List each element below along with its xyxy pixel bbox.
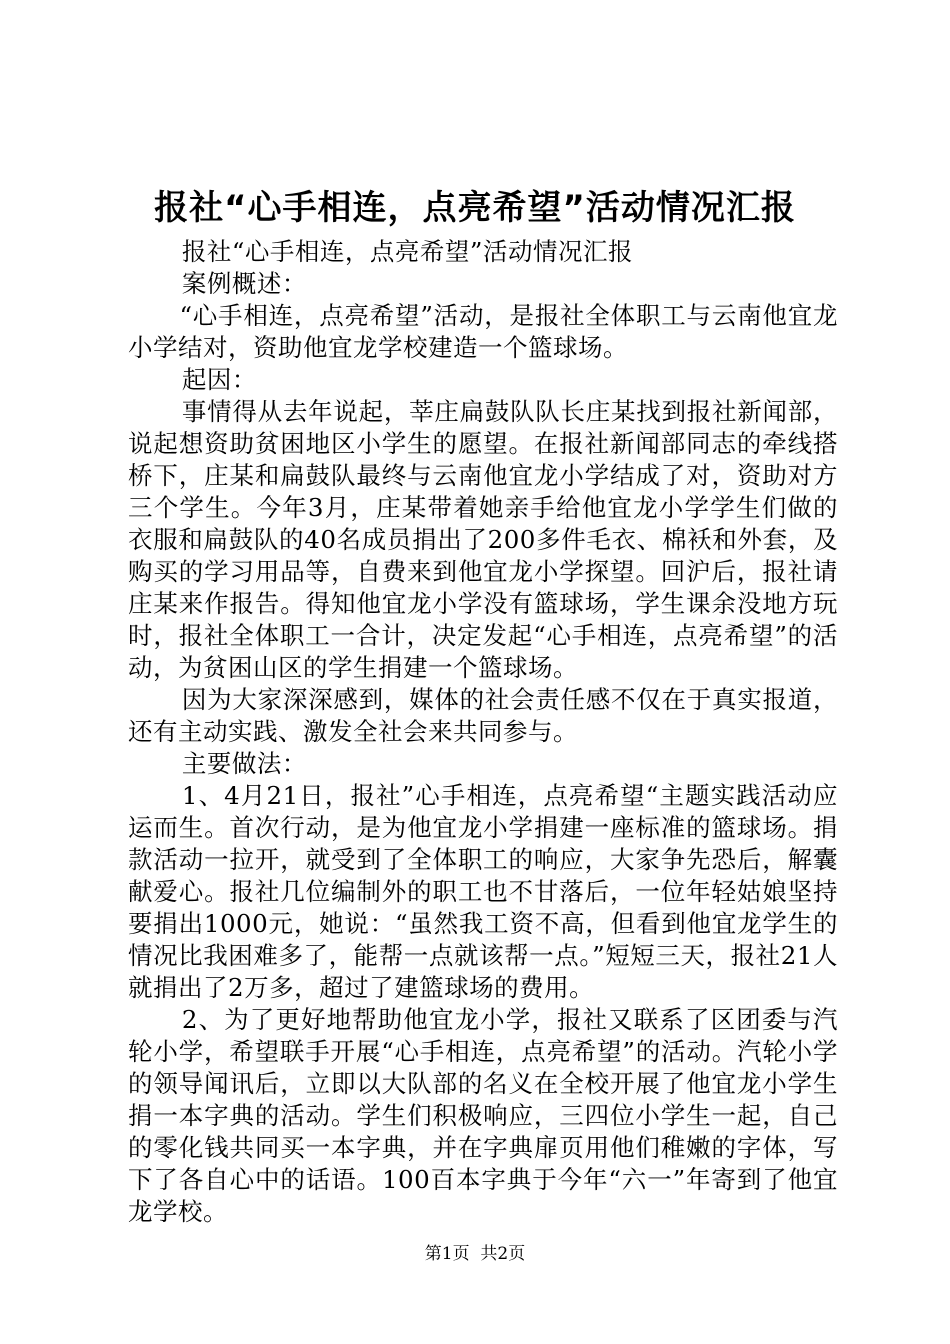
document-body (128, 236, 838, 1228)
page-number: 第1页 (424, 1244, 470, 1264)
paragraph-cause-label: 起因： (181, 365, 257, 394)
paragraph-case-overview-label: 案例概述： (181, 269, 307, 298)
paragraph-cause: 事情得从去年说起，莘庄扁鼓队队长庄某找到报社新闻部，说起想资助贫困地区小学生的愿望。在报社新闻部同志的牵线搭桥下，庄某和扁鼓队最终与云南他宜龙小学结成了对，资助对方三个学生。今年3月，庄某带着她亲手给他宜龙小学学生们做的衣服和扁鼓队的40名成员捐出了200多件毛衣、棉袄和外套，及购买的学习用品等，自费来到他宜龙小学探望。回沪后，报社请庄某来作报告。得知他宜龙小学没有篮球场，学生课余没地方玩时，报社全体职工一合计，决定发起“心手相连，点亮希望”的活动，为贫困山区的学生捐建一个篮球场。 (128, 397, 838, 682)
paragraph-heading-repeat: 报社“心手相连，点亮希望”活动情况汇报 (181, 237, 633, 266)
page-footer (0, 1243, 950, 1265)
paragraph-reason: 因为大家深深感到，媒体的社会责任感不仅在于真实报道，还有主动实践、激发全社会来共同参与。 (128, 685, 838, 746)
document-title: 报社“心手相连，点亮希望”活动情况汇报 (154, 188, 796, 228)
paragraph-methods-label: 主要做法： (181, 749, 307, 778)
paragraph-method-1: 1、4月21日，报社”心手相连，点亮希望“主题实践活动应运而生。首次行动，是为他宜龙小学捐建一座标准的篮球场。捐款活动一拉开，就受到了全体职工的响应，大家争先恐后，解囊献爱心。报社几位编制外的职工也不甘落后，一位年轻姑娘坚持要捐出1000元，她说：“虽然我工资不高，但看到他宜龙学生的情况比我困难多了，能帮一点就该帮一点。”短短三天，报社21人就捐出了2万多，超过了建篮球场的费用。 (128, 781, 838, 1002)
paragraph-method-2: 2、为了更好地帮助他宜龙小学，报社又联系了区团委与汽轮小学，希望联手开展“心手相连，点亮希望”的活动。汽轮小学的领导闻讯后，立即以大队部的名义在全校开展了他宜龙小学生捐一本字典的活动。学生们积极响应，三四位小学生一起，自己的零化钱共同买一本字典，并在字典扉页用他们稚嫩的字体，写下了各自心中的话语。100百本字典于今年“六一”年寄到了他宜龙学校。 (128, 1005, 838, 1226)
paragraph-case-overview: “心手相连，点亮希望”活动，是报社全体职工与云南他宜龙小学结对，资助他宜龙学校建造一个篮球场。 (128, 301, 838, 362)
page-total: 共2页 (480, 1244, 526, 1264)
